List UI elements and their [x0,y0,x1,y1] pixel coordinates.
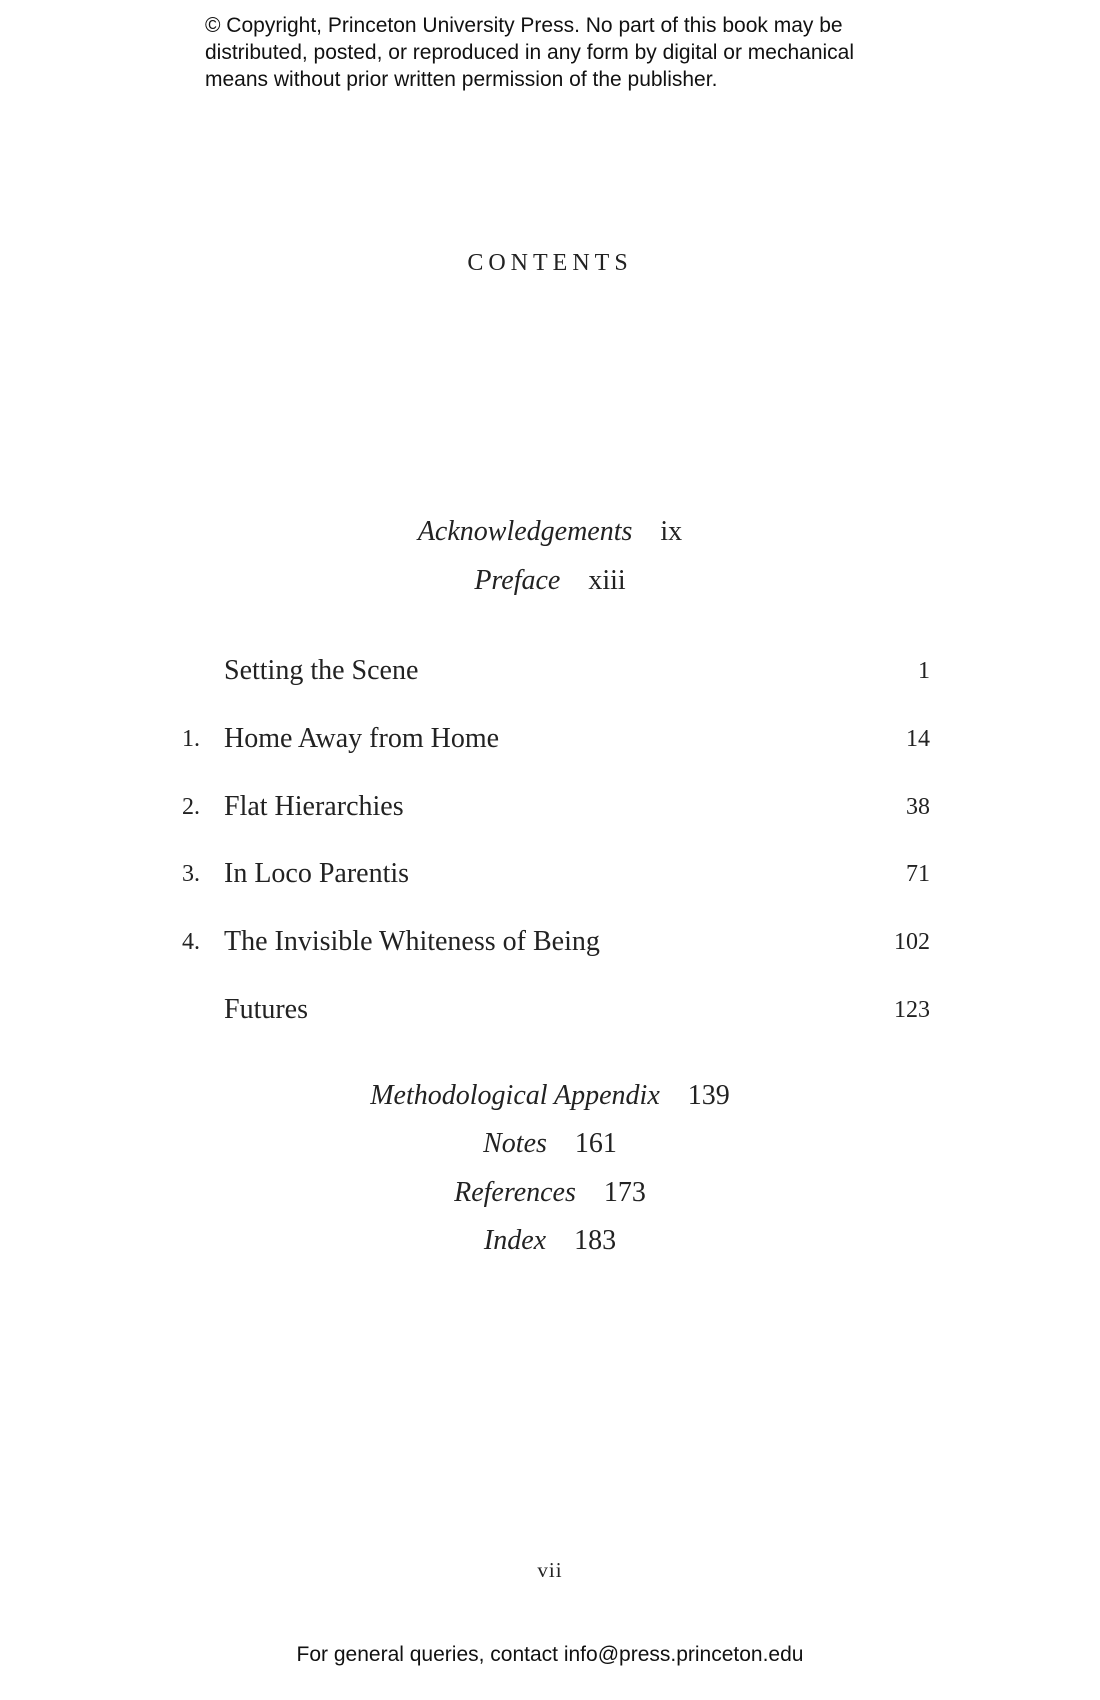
toc-entry-acknowledgements [0,516,1100,548]
toc-entry-preface [0,565,1100,597]
contact-footer: For general queries, contact info@press.princeton.edu [296,1643,804,1666]
chapter-title: Setting the Scene [224,655,419,686]
toc-chapter-futures [0,990,1100,1030]
toc-entry-notes [0,1128,1100,1160]
chapter-number: 3. [182,861,200,887]
toc-entry-title: Index [483,1225,547,1256]
toc-entry-page: 139 [687,1080,730,1111]
chapter-page: 71 [906,861,930,887]
chapter-number: 2. [182,794,200,820]
toc-entry-title: Preface [474,565,561,596]
chapter-page: 102 [894,929,930,955]
chapter-title: In Loco Parentis [224,858,410,889]
toc-entry-page: ix [660,516,683,547]
page-number: vii [537,1558,563,1582]
toc-entry-index [0,1225,1100,1257]
toc-chapter-2 [0,787,1100,827]
toc-chapter-setting-the-scene [0,651,1100,691]
toc-entry-methodological-appendix [0,1080,1100,1112]
toc-entry-title: Acknowledgements [417,516,633,547]
toc-chapter-3 [0,854,1100,894]
chapter-title: The Invisible Whiteness of Being [224,926,600,957]
page-title: CONTENTS [467,250,633,276]
toc-entry-page: 183 [574,1225,617,1256]
chapter-title: Futures [224,994,308,1025]
chapter-number: 4. [182,929,200,955]
chapter-page: 1 [918,658,930,684]
chapter-page: 38 [906,794,930,820]
copyright-line: © Copyright, Princeton University Press. No part of this book may be [205,14,843,37]
chapter-page: 14 [906,726,930,752]
toc-chapter-1 [0,719,1100,759]
copyright-line: means without prior written permission of the publisher. [205,68,718,91]
copyright-line: distributed, posted, or reproduced in any form by digital or mechanical [205,41,855,64]
toc-entry-title: References [454,1177,576,1208]
toc-entry-page: 173 [603,1177,646,1208]
chapter-page: 123 [894,997,930,1023]
toc-entry-title: Methodological Appendix [370,1080,660,1111]
toc-entry-page: 161 [574,1128,617,1159]
copyright-notice [205,12,925,93]
toc-chapter-4 [0,922,1100,962]
chapter-number: 1. [182,726,200,752]
toc-entry-page: xiii [588,565,626,596]
toc-entry-references [0,1177,1100,1209]
toc-entry-title: Notes [483,1128,547,1159]
chapter-title: Flat Hierarchies [224,791,404,822]
chapter-title: Home Away from Home [224,723,500,754]
